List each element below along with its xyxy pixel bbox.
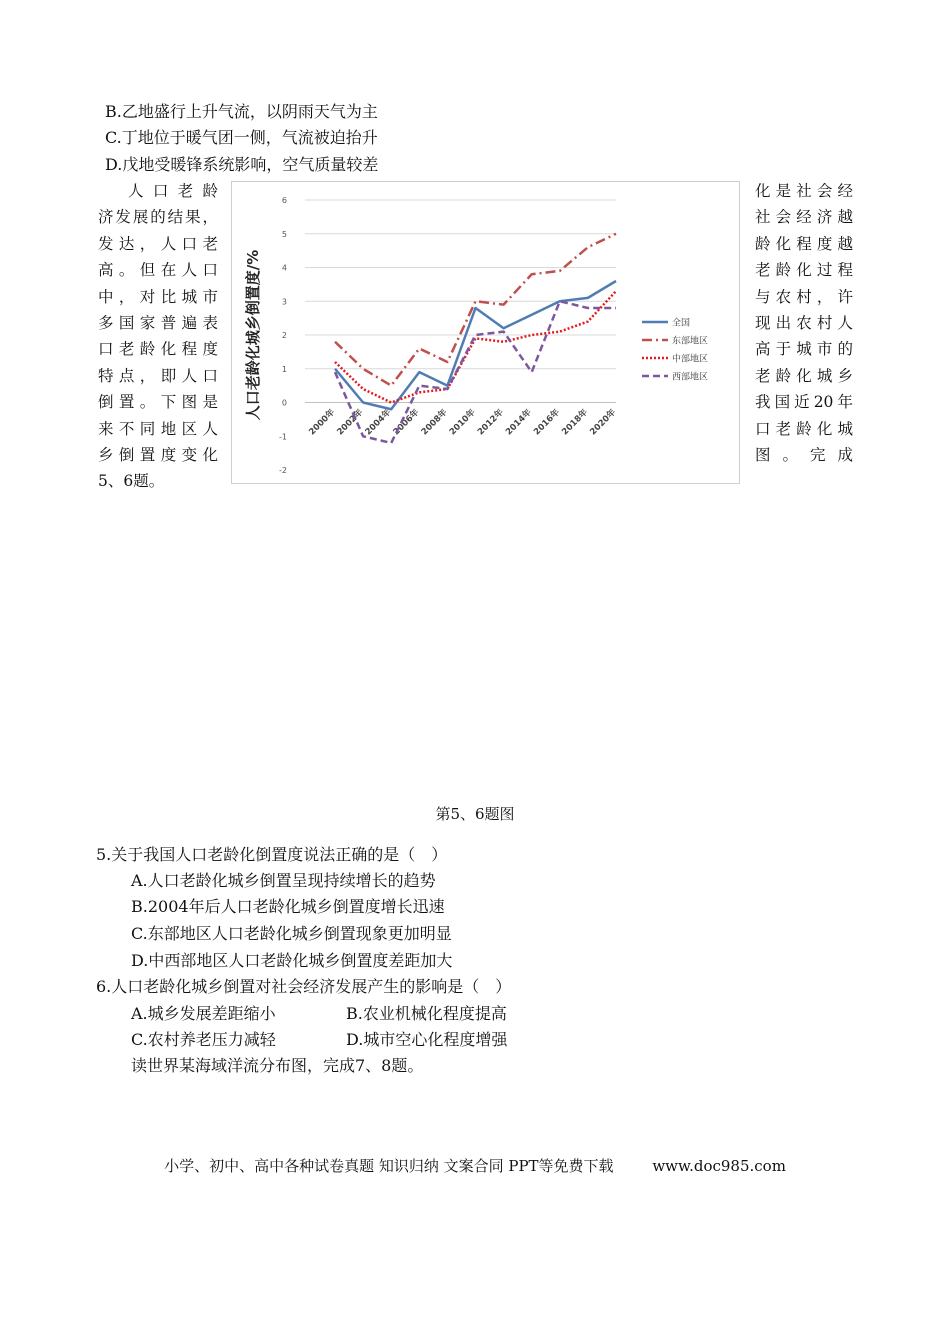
question-6-stem: 6.人口老龄化城乡倒置对社会经济发展产生的影响是（ ） xyxy=(96,977,512,996)
y-tick-label: 6 xyxy=(281,196,287,205)
x-tick-label: 2012年 xyxy=(475,407,506,438)
passage-left-line: 口老龄化程度 xyxy=(98,340,218,359)
series-line xyxy=(335,281,616,409)
passage-left-line: 发达，人口老 xyxy=(98,234,218,253)
y-tick-label: 3 xyxy=(281,297,287,307)
legend-label: 西部地区 xyxy=(672,372,709,383)
question-6-option-c[interactable]: C.农村养老压力减轻 xyxy=(131,1030,276,1049)
passage-left-line: 5、6题。 xyxy=(98,472,165,491)
legend-label: 东部地区 xyxy=(672,336,709,347)
y-axis-label: 人口老龄化城乡倒置度/% xyxy=(244,249,262,421)
footer-url[interactable]: www.doc985.com xyxy=(652,1157,786,1175)
passage-left-line: 高。但在人口 xyxy=(98,261,218,280)
line-chart xyxy=(231,181,740,484)
option-b-line: B.乙地盛行上升气流，以阴雨天气为主 xyxy=(105,102,378,121)
question-6-option-d[interactable]: D.城市空心化程度增强 xyxy=(346,1030,508,1049)
passage-left-line: 特点，即人口 xyxy=(98,366,218,385)
passage-right-line: 老龄化过程 xyxy=(755,261,853,280)
passage-left-line: 乡倒置度变化 xyxy=(98,445,218,464)
question-5-option-c[interactable]: C.东部地区人口老龄化城乡倒置现象更加明显 xyxy=(131,924,452,943)
passage-right-column xyxy=(755,178,853,468)
x-tick-label: 2010年 xyxy=(447,407,478,438)
passage-right-line: 化是社会经 xyxy=(755,182,853,200)
legend-label: 中部地区 xyxy=(672,354,709,365)
passage-right-line: 龄化程度越 xyxy=(755,234,853,253)
x-tick-label: 2020年 xyxy=(588,407,619,438)
x-tick-label: 2008年 xyxy=(419,407,450,438)
passage-right-line: 我国近20年 xyxy=(755,393,853,412)
passage-left-line: 人口老龄 xyxy=(128,182,218,200)
question-5-stem: 5.关于我国人口老龄化倒置度说法正确的是（ ） xyxy=(96,845,448,864)
x-tick-label: 2006年 xyxy=(391,407,422,438)
passage-right-line: 高于城市的 xyxy=(755,340,853,359)
page-footer xyxy=(0,1155,950,1176)
chart-canvas xyxy=(232,182,739,483)
option-d-line: D.戊地受暖锋系统影响，空气质量较差 xyxy=(105,155,379,174)
passage-left-line: 中，对比城市 xyxy=(98,287,218,306)
y-tick-label: 1 xyxy=(281,364,287,374)
passage-right-line: 与农村，许 xyxy=(755,287,853,306)
footer-text: 小学、初中、高中各种试卷真题 知识归纳 文案合同 PPT等免费下载 xyxy=(164,1157,614,1175)
legend-label: 全国 xyxy=(672,318,691,329)
option-c-line: C.丁地位于暖气团一侧，气流被迫抬升 xyxy=(105,128,378,147)
passage-right-line: 口老龄化城 xyxy=(755,419,853,438)
x-tick-label: 2014年 xyxy=(504,407,534,438)
question-5-option-a[interactable]: A.人口老龄化城乡倒置呈现持续增长的趋势 xyxy=(131,871,436,890)
figure-caption: 第5、6题图 xyxy=(435,805,515,823)
y-tick-label: -2 xyxy=(279,466,287,475)
y-tick-label: 4 xyxy=(281,263,287,273)
y-tick-label: 2 xyxy=(281,331,287,340)
x-tick-label: 2004年 xyxy=(363,407,394,438)
y-tick-label: -1 xyxy=(279,432,287,442)
passage-right-line: 图。完成 xyxy=(755,445,853,464)
passage-right-line: 现出农村人 xyxy=(755,313,853,332)
passage-left-line: 倒置。下图是 xyxy=(98,393,218,412)
passage-left-line: 多国家普遍表 xyxy=(98,313,218,332)
question-6-option-a[interactable]: A.城乡发展差距缩小 xyxy=(131,1004,276,1023)
passage-left-column xyxy=(98,178,218,495)
x-tick-label: 2000年 xyxy=(307,407,338,438)
passage-right-line: 社会经济越 xyxy=(755,208,853,227)
question-6-option-b[interactable]: B.农业机械化程度提高 xyxy=(346,1004,507,1023)
x-tick-label: 2018年 xyxy=(560,407,591,438)
passage-right-line: 老龄化城乡 xyxy=(755,366,853,385)
y-tick-label: 5 xyxy=(281,229,287,239)
y-tick-label: 0 xyxy=(281,398,287,408)
passage-left-line: 济发展的结果， xyxy=(98,208,218,227)
question-5-option-b[interactable]: B.2004年后人口老龄化城乡倒置度增长迅速 xyxy=(131,897,445,916)
question-5-option-d[interactable]: D.中西部地区人口老龄化城乡倒置度差距加大 xyxy=(131,951,453,970)
passage-left-line: 来不同地区人 xyxy=(98,419,218,438)
x-tick-label: 2002年 xyxy=(335,407,366,438)
x-tick-label: 2016年 xyxy=(532,407,562,438)
next-section-intro: 读世界某海域洋流分布图，完成7、8题。 xyxy=(131,1056,424,1075)
